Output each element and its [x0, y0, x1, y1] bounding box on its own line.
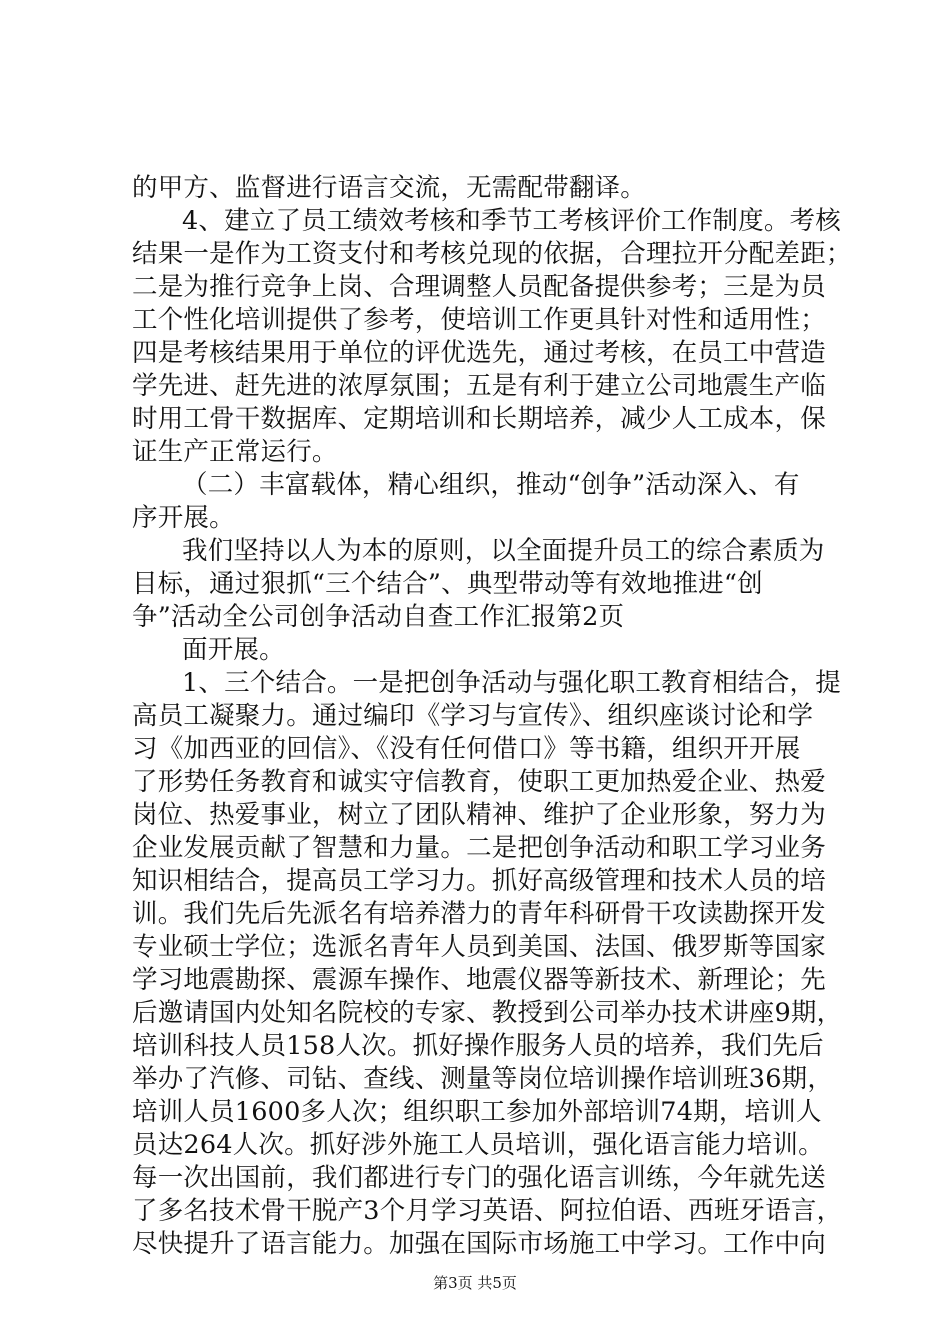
text-line: 知识相结合，提高员工学习力。抓好高级管理和技术人员的培	[132, 866, 826, 896]
text-line: 企业发展贡献了智慧和力量。二是把创争活动和职工学习业务	[132, 833, 826, 863]
text-line: 举办了汽修、司钻、查线、测量等岗位培训操作培训班36期，	[132, 1064, 834, 1094]
text-line: 4、建立了员工绩效考核和季节工考核评价工作制度。考核	[182, 206, 841, 236]
text-line: 专业硕士学位；选派名青年人员到美国、法国、俄罗斯等国家	[132, 932, 826, 962]
text-line: 证生产正常运行。	[132, 437, 338, 467]
text-line: 工个性化培训提供了参考，使培训工作更具针对性和适用性；	[132, 305, 826, 335]
text-line: 了形势任务教育和诚实守信教育，使职工更加热爱企业、热爱	[132, 767, 826, 797]
text-line: 尽快提升了语言能力。加强在国际市场施工中学习。工作中向	[132, 1229, 826, 1259]
text-line: （二）丰富载体，精心组织，推动“创争”活动深入、有	[182, 470, 800, 500]
text-line: 争”活动全公司创争活动自查工作汇报第2页	[132, 602, 625, 632]
text-line: 目标，通过狠抓“三个结合”、典型带动等有效地推进“创	[132, 569, 763, 599]
text-line: 后邀请国内处知名院校的专家、教授到公司举办技术讲座9期，	[132, 998, 843, 1028]
text-line: 习《加西亚的回信》、《没有任何借口》等书籍，组织开开展	[132, 734, 801, 764]
page-number-footer: 第3页 共5页	[433, 1274, 517, 1292]
text-line: 员达264人次。抓好涉外施工人员培训，强化语言能力培训。	[132, 1130, 824, 1160]
text-line: 了多名技术骨干脱产3个月学习英语、阿拉伯语、西班牙语言，	[132, 1196, 843, 1226]
text-line: 岗位、热爱事业，树立了团队精神、维护了企业形象，努力为	[132, 800, 826, 830]
text-line: 二是为推行竞争上岗、合理调整人员配备提供参考；三是为员	[132, 272, 826, 302]
text-line: 的甲方、监督进行语言交流，无需配带翻译。	[132, 173, 647, 203]
text-line: 四是考核结果用于单位的评优选先，通过考核，在员工中营造	[132, 338, 826, 368]
text-line: 序开展。	[132, 503, 235, 533]
text-line: 学先进、赶先进的浓厚氛围；五是有利于建立公司地震生产临	[132, 371, 826, 401]
text-line: 学习地震勘探、震源车操作、地震仪器等新技术、新理论；先	[132, 965, 826, 995]
text-line: 每一次出国前，我们都进行专门的强化语言训练，今年就先送	[132, 1163, 826, 1193]
text-line: 1、三个结合。一是把创争活动与强化职工教育相结合，提	[182, 668, 841, 698]
text-line: 面开展。	[182, 635, 285, 665]
text-line: 高员工凝聚力。通过编印《学习与宣传》、组织座谈讨论和学	[132, 701, 814, 731]
text-line: 时用工骨干数据库、定期培训和长期培养，减少人工成本，保	[132, 404, 826, 434]
text-line: 结果一是作为工资支付和考核兑现的依据，合理拉开分配差距；	[132, 239, 852, 269]
text-line: 训。我们先后先派名有培养潜力的青年科研骨干攻读勘探开发	[132, 899, 826, 929]
text-line: 培训科技人员158人次。抓好操作服务人员的培养，我们先后	[132, 1031, 824, 1061]
text-line: 我们坚持以人为本的原则，以全面提升员工的综合素质为	[182, 536, 825, 566]
text-line: 培训人员1600多人次；组织职工参加外部培训74期，培训人	[132, 1097, 822, 1127]
